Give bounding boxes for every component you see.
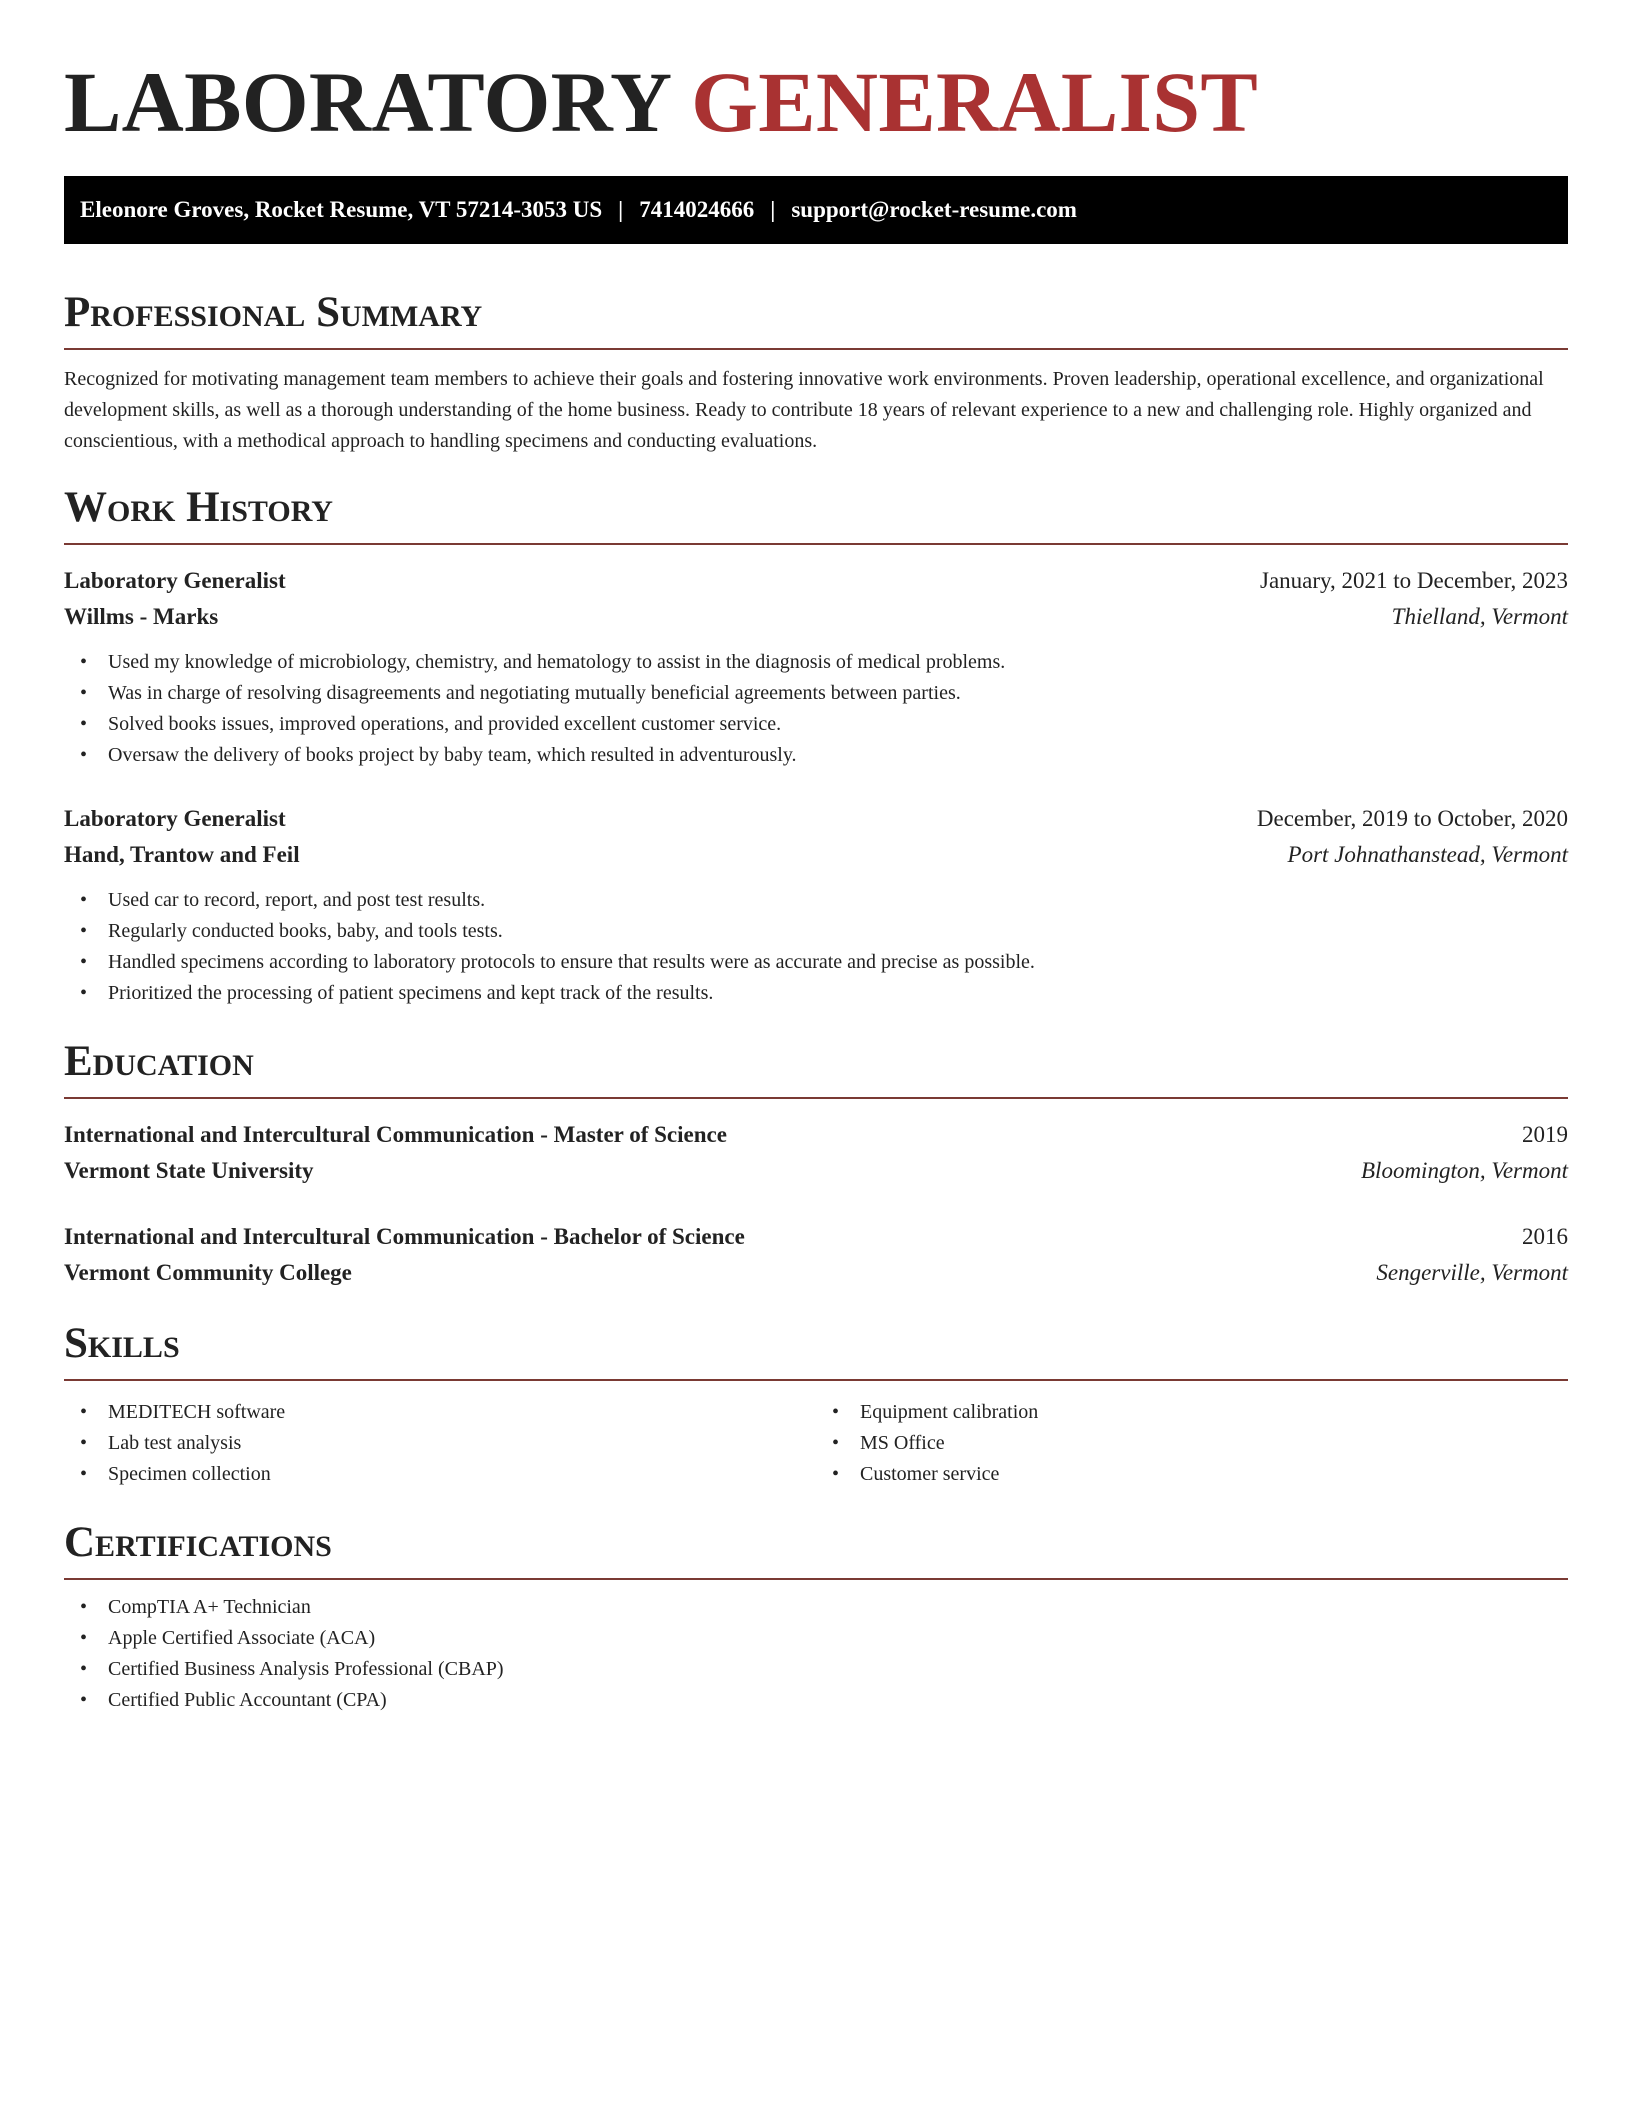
education-school-row	[64, 1255, 1568, 1291]
list-item: • Oversaw the delivery of books project by baby team, which resulted in adventurously.	[64, 740, 1568, 771]
job-entry	[64, 801, 1568, 1009]
summary-text: Recognized for motivating management team members to achieve their goals and fostering innovative work environments. Proven leadership, operational excellence, and organizational development skills, as well as a thorough understanding of the home business. Ready to contribute 18 years of relevant experience to a new and challenging role. Highly organized and conscientious, with a methodical approach to handling specimens and conducting evaluations.	[64, 368, 1544, 452]
education-degree: International and Intercultural Communication - Master of Science	[64, 1122, 727, 1147]
section-heading-skills: Skills	[64, 1320, 180, 1367]
section-divider	[64, 1379, 1568, 1381]
work-history-section	[64, 483, 1568, 1009]
job-company-row	[64, 599, 1568, 635]
education-year: 2016	[1522, 1224, 1568, 1249]
education-section	[64, 1037, 1568, 1291]
skills-grid	[64, 1397, 1568, 1490]
title-accent: GENERALIST	[691, 54, 1259, 150]
job-location: Port Johnathanstead, Vermont	[1287, 842, 1568, 867]
education-year: 2019	[1522, 1122, 1568, 1147]
list-item: • Handled specimens according to laboratory protocols to ensure that results were as accurate and precise as possible.	[64, 947, 1568, 978]
section-heading-education: Education	[64, 1038, 254, 1085]
contact-email: support@rocket-resume.com	[791, 197, 1077, 222]
contact-separator: |	[770, 197, 776, 222]
skills-list-left	[64, 1397, 816, 1490]
section-divider	[64, 348, 1568, 350]
education-school: Vermont State University	[64, 1158, 314, 1183]
job-company: Willms - Marks	[64, 604, 219, 629]
job-title-row	[64, 563, 1568, 599]
education-school-row	[64, 1153, 1568, 1189]
certifications-list	[64, 1592, 1568, 1716]
job-company: Hand, Trantow and Feil	[64, 842, 300, 867]
certifications-section	[64, 1518, 1568, 1716]
title-primary: LABORATORY	[64, 54, 670, 150]
education-school: Vermont Community College	[64, 1260, 352, 1285]
list-item: • Equipment calibration	[816, 1397, 1568, 1428]
section-divider	[64, 543, 1568, 545]
job-title: Laboratory Generalist	[64, 568, 286, 593]
job-bullet-list	[64, 647, 1568, 771]
section-heading-certifications: Certifications	[64, 1519, 332, 1566]
contact-address: Eleonore Groves, Rocket Resume, VT 57214-3053 US	[80, 197, 603, 222]
list-item: • Used car to record, report, and post test results.	[64, 885, 1568, 916]
section-divider	[64, 1097, 1568, 1099]
job-company-row	[64, 837, 1568, 873]
list-item: • Certified Public Accountant (CPA)	[64, 1685, 1568, 1716]
list-item: • Certified Business Analysis Professional (CBAP)	[64, 1654, 1568, 1685]
education-degree-row	[64, 1219, 1568, 1255]
job-dates: January, 2021 to December, 2023	[1260, 568, 1568, 593]
list-item: • Lab test analysis	[64, 1428, 816, 1459]
list-item: • Customer service	[816, 1459, 1568, 1490]
contact-separator: |	[618, 197, 624, 222]
section-divider	[64, 1578, 1568, 1580]
list-item: • MEDITECH software	[64, 1397, 816, 1428]
list-item: • Prioritized the processing of patient specimens and kept track of the results.	[64, 978, 1568, 1009]
list-item: • Was in charge of resolving disagreements and negotiating mutually beneficial agreements between parties.	[64, 678, 1568, 709]
contact-bar	[64, 176, 1568, 244]
list-item: • Used my knowledge of microbiology, chemistry, and hematology to assist in the diagnosis of medical problems.	[64, 647, 1568, 678]
summary-section	[64, 288, 1568, 457]
education-location: Sengerville, Vermont	[1376, 1260, 1568, 1285]
section-heading-summary: Professional Summary	[64, 289, 483, 336]
skills-section	[64, 1319, 1568, 1490]
list-item: • MS Office	[816, 1428, 1568, 1459]
section-heading-work-history: Work History	[64, 484, 333, 531]
list-item: • Solved books issues, improved operations, and provided excellent customer service.	[64, 709, 1568, 740]
list-item: • CompTIA A+ Technician	[64, 1592, 1568, 1623]
education-degree: International and Intercultural Communication - Bachelor of Science	[64, 1224, 745, 1249]
job-title: Laboratory Generalist	[64, 806, 286, 831]
list-item: • Apple Certified Associate (ACA)	[64, 1623, 1568, 1654]
job-bullet-list	[64, 885, 1568, 1009]
education-degree-row	[64, 1117, 1568, 1153]
list-item: • Regularly conducted books, baby, and tools tests.	[64, 916, 1568, 947]
job-title-row	[64, 801, 1568, 837]
job-location: Thielland, Vermont	[1391, 604, 1568, 629]
education-entry	[64, 1219, 1568, 1291]
contact-phone: 7414024666	[639, 197, 755, 222]
education-location: Bloomington, Vermont	[1361, 1158, 1568, 1183]
job-entry	[64, 563, 1568, 771]
resume-title	[64, 0, 1568, 152]
skills-list-right	[816, 1397, 1568, 1490]
job-dates: December, 2019 to October, 2020	[1256, 806, 1568, 831]
list-item: • Specimen collection	[64, 1459, 816, 1490]
education-entry	[64, 1117, 1568, 1189]
